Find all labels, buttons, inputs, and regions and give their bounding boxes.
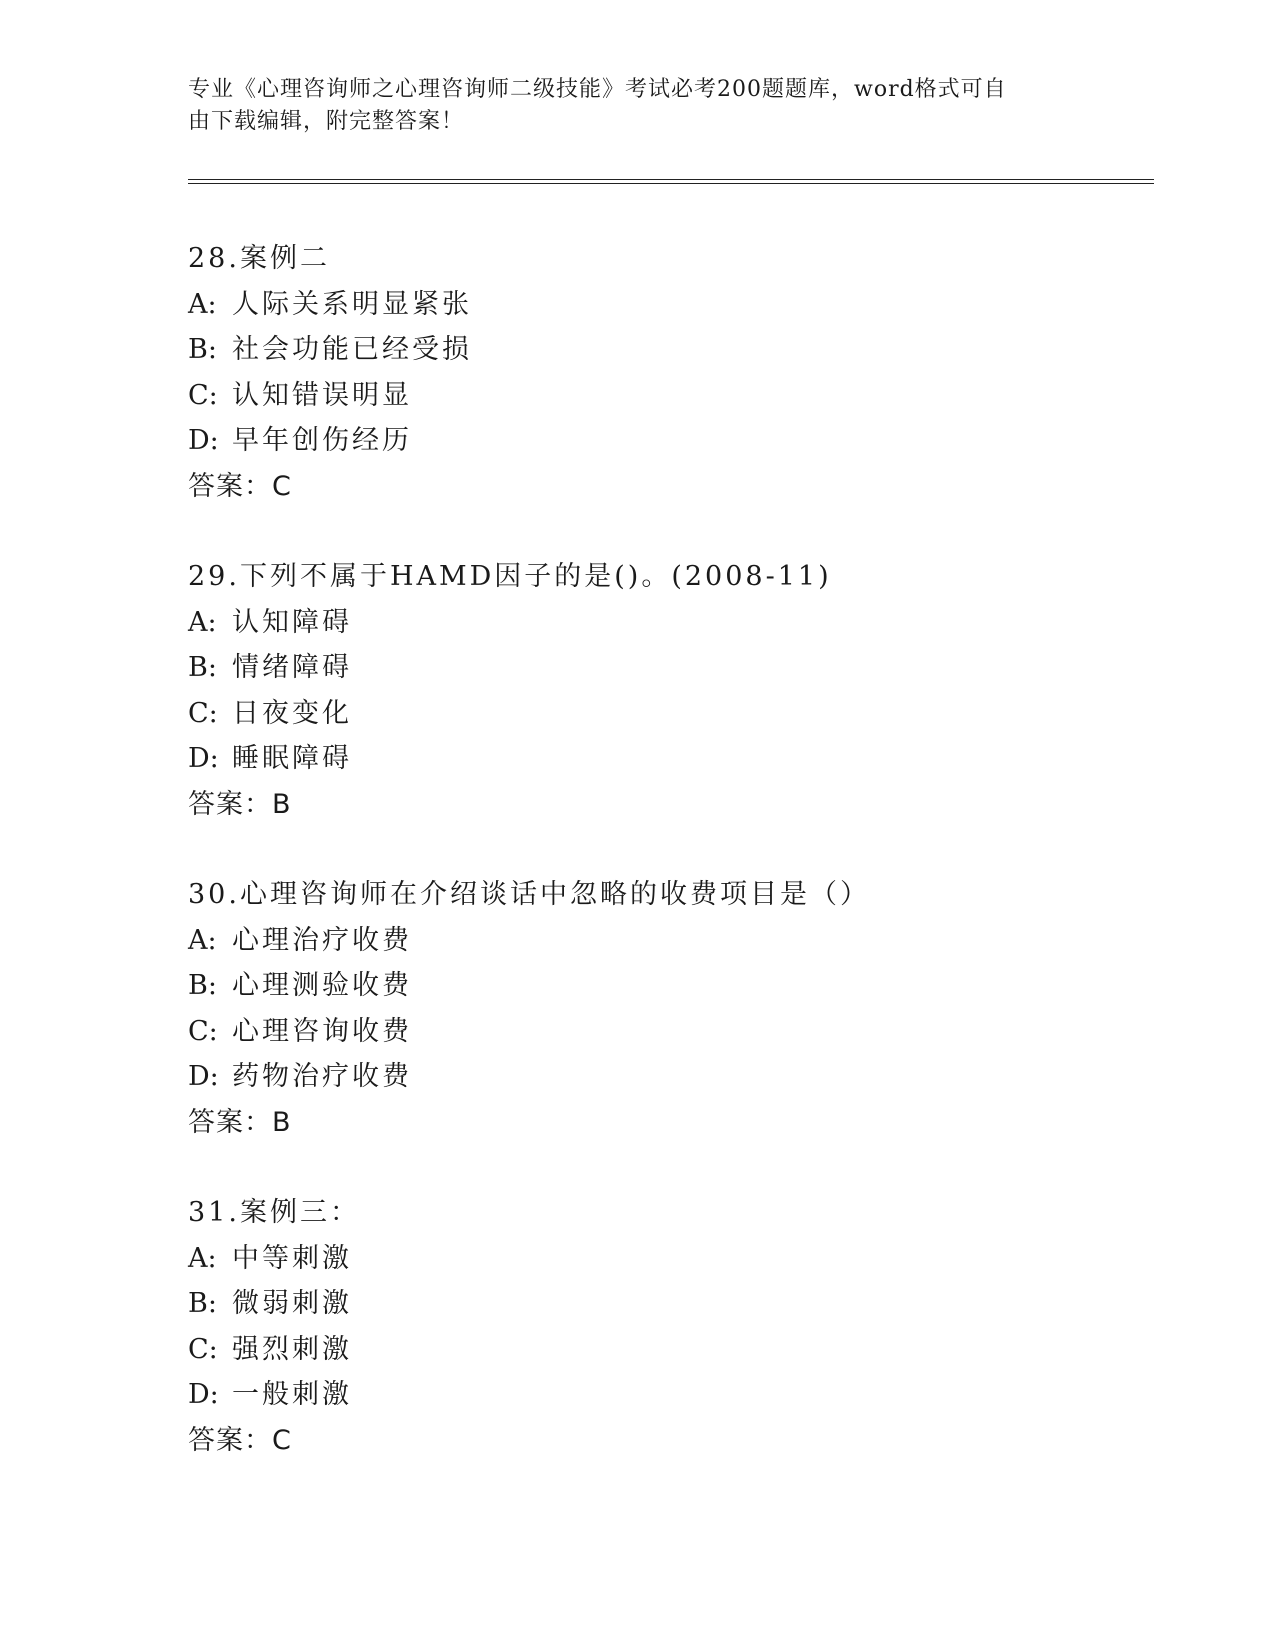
option-text: 心理咨询收费	[232, 1015, 412, 1047]
option-a	[188, 918, 1148, 964]
option-letter: A:	[188, 924, 217, 956]
answer-line: 答案：C	[188, 470, 292, 502]
option-letter: D:	[188, 1379, 219, 1410]
question-28	[188, 236, 1148, 509]
option-b	[188, 963, 1148, 1009]
option-a	[188, 282, 1148, 328]
option-c	[188, 691, 1148, 737]
header-line-1: 专业《心理咨询师之心理咨询师二级技能》考试必考200题题库，word格式可自	[188, 77, 1007, 102]
option-letter: D:	[188, 743, 219, 774]
question-title: 31.案例三：	[188, 1197, 360, 1228]
question-title: 29.下列不属于HAMD因子的是()。(2008-11)	[188, 561, 832, 592]
question-title: 28.案例二	[188, 243, 330, 274]
header-line-2: 由下载编辑，附完整答案！	[188, 109, 465, 134]
option-c	[188, 1327, 1148, 1373]
question-title: 30.心理咨询师在介绍谈话中忽略的收费项目是（）	[188, 879, 870, 910]
answer-line: 答案：B	[188, 788, 292, 820]
option-d	[188, 418, 1148, 464]
question-list	[188, 236, 1148, 1508]
option-d	[188, 1372, 1148, 1418]
question-30	[188, 872, 1148, 1145]
option-b	[188, 1281, 1148, 1327]
option-c	[188, 1009, 1148, 1055]
option-letter: D:	[188, 425, 219, 456]
option-text: 日夜变化	[232, 697, 352, 729]
option-letter: B:	[188, 652, 217, 683]
option-c	[188, 373, 1148, 419]
document-header	[188, 74, 1068, 138]
option-letter: D:	[188, 1061, 219, 1092]
option-text: 情绪障碍	[232, 652, 352, 683]
option-b	[188, 327, 1148, 373]
option-d	[188, 1054, 1148, 1100]
option-letter: C:	[188, 697, 218, 729]
option-text: 认知错误明显	[232, 379, 412, 411]
option-a	[188, 1236, 1148, 1282]
option-text: 早年创伤经历	[232, 425, 412, 456]
option-text: 微弱刺激	[232, 1288, 352, 1319]
option-letter: C:	[188, 1333, 218, 1365]
option-text: 心理治疗收费	[232, 924, 412, 956]
option-letter: B:	[188, 334, 217, 365]
question-31	[188, 1190, 1148, 1463]
option-text: 药物治疗收费	[232, 1061, 412, 1092]
option-text: 社会功能已经受损	[232, 334, 472, 365]
option-text: 心理测验收费	[232, 970, 412, 1001]
option-letter: A:	[188, 606, 217, 638]
option-letter: C:	[188, 1015, 218, 1047]
option-d	[188, 736, 1148, 782]
header-divider-bottom	[188, 183, 1154, 184]
option-text: 认知障碍	[232, 606, 352, 638]
option-text: 人际关系明显紧张	[232, 288, 472, 320]
header-divider-top	[188, 179, 1154, 180]
option-a	[188, 600, 1148, 646]
option-text: 一般刺激	[232, 1379, 352, 1410]
answer-line: 答案：B	[188, 1106, 292, 1138]
option-text: 中等刺激	[232, 1242, 352, 1274]
option-letter: B:	[188, 970, 217, 1001]
question-29	[188, 554, 1148, 827]
option-text: 睡眠障碍	[232, 743, 352, 774]
option-letter: A:	[188, 288, 217, 320]
option-b	[188, 645, 1148, 691]
option-letter: C:	[188, 379, 218, 411]
option-letter: A:	[188, 1242, 217, 1274]
option-text: 强烈刺激	[232, 1333, 352, 1365]
option-letter: B:	[188, 1288, 217, 1319]
answer-line: 答案：C	[188, 1424, 292, 1456]
